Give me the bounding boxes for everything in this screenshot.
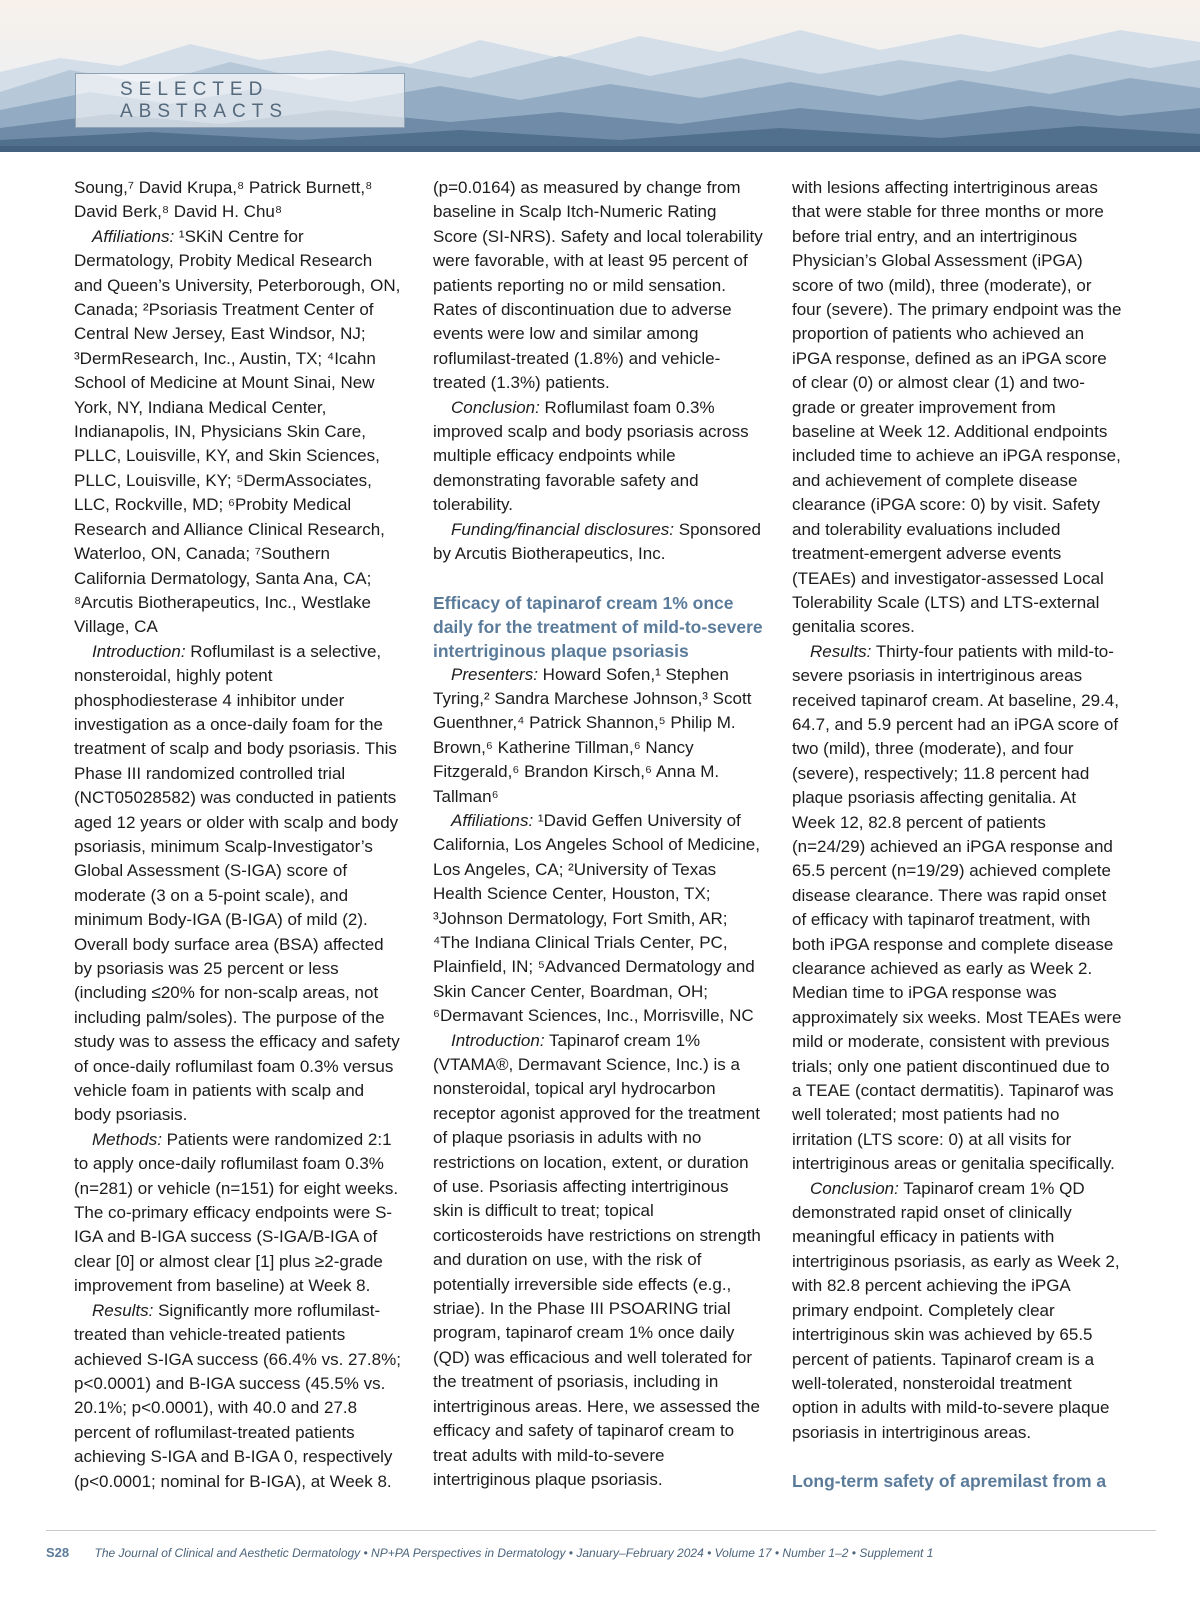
journal-name: The Journal of Clinical and Aesthetic Dermatology xyxy=(94,1546,361,1560)
affiliations-paragraph: Affiliations: ¹SKiN Centre for Dermatology, Probity Medical Research and Queen’s University, Peterborough, ON, Canada; ²Psoriasis Treatment Center of Central New Jersey, East Windsor, NJ; ³DermResearch, Inc., Austin, TX; ⁴Icahn School of Medicine at Mount Sinai, New York, NY, Indiana Medical Center, Indianapolis, IN, Physicians Skin Care, PLLC, Louisville, KY, and Skin Sciences, PLLC, Louisville, KY; ⁵DermAssociates, LLC, Rockville, MD; ⁶Probity Medical Research and Alliance Clinical Research, Waterloo, ON, Canada; ⁷Southern California Dermatology, Santa Ana, CA; ⁸Arcutis Biotherapeutics, Inc., Westlake Village, CA xyxy=(74,226,401,637)
results-paragraph: Results: Thirty-four patients with mild-to-severe psoriasis in intertriginous areas received tapinarof cream. At baseline, 29.4, 64.7, and 5.9 percent had an iPGA score of two (mild), three (moderate), and four (severe), respectively; 11.8 percent had plaque psoriasis affecting genitalia. At Week 12, 82.8 percent of patients (n=24/29) achieved an iPGA response and 65.5 percent (n=19/29) achieved complete disease clearance. There was rapid onset of efficacy with tapinarof treatment, with both iPGA response and complete disease clearance achieved as early as Week 2. Median time to iPGA response was approximately six weeks. Most TEAEs were mild or moderate, consistent with previous trials; only one patient discontinued due to a TEAE (contact dermatitis). Tapinarof was well tolerated; most patients had no irritation (LTS score: 0) at all visits for intertriginous areas or genitalia specifically. xyxy=(792,641,1122,1174)
header-banner xyxy=(0,0,1200,152)
presenters-continued: Soung,⁷ David Krupa,⁸ Patrick Burnett,⁸ David Berk,⁸ David H. Chu⁸ xyxy=(74,178,373,222)
results-continued: (p=0.0164) as measured by change from baseline in Scalp Itch-Numeric Rating Score (SI-NRS). Safety and local tolerability were favorable, with at least 95 percent of patients reporting no or mild sensation. Rates of discontinuation due to adverse events were low and similar among roflumilast-treated (1.8%) and vehicle-treated (1.3%) patients. xyxy=(433,178,763,393)
spacer xyxy=(792,1445,1122,1469)
page-footer xyxy=(46,1530,1156,1560)
abstract-title-apremilast: Long-term safety of apremilast from a xyxy=(792,1471,1107,1491)
introduction-paragraph: Introduction: Roflumilast is a selective, nonsteroidal, highly potent phosphodiesterase 4 inhibitor under investigation as a once-daily foam for the treatment of scalp and body psoriasis. This Phase III randomized controlled trial (NCT05028582) was conducted in patients aged 12 years or older with scalp and body psoriasis, minimum Scalp-Investigator’s Global Assessment (S-IGA) score of moderate (3 on a 5-point scale), and minimum Body-IGA (B-IGA) of mild (2). Overall body surface area (BSA) affected by psoriasis was 25 percent or less (including ≤20% for non-scalp areas, not including palm/soles). The purpose of the study was to assess the efficacy and safety of once-daily roflumilast foam 0.3% versus vehicle foam in patients with scalp and body psoriasis. xyxy=(74,641,400,1125)
footer-separator: • xyxy=(565,1546,577,1560)
column-1 xyxy=(74,176,404,1491)
results-paragraph: Results: Significantly more roflumilast-treated than vehicle-treated patients achieved S-IGA success (66.4% vs. 27.8%; p<0.0001) and B-IGA success (45.5% vs. 20.1%; p<0.0001), with 40.0 and 27.8 percent of roflumilast-treated patients achieving S-IGA and B-IGA 0, respectively (p<0.0001; nominal for B-IGA), at Week 8. xyxy=(74,1300,401,1491)
methods-continued: with lesions affecting intertriginous areas that were stable for three months or more before trial entry, and an intertriginous Physician’s Global Assessment (iPGA) score of two (mild), three (moderate), or four (severe). The primary endpoint was the proportion of patients who achieved an iPGA response, defined as an iPGA score of clear (0) or almost clear (1) and two-grade or greater improvement from baseline at Week 12. Additional endpoints included time to achieve an iPGA response, and achievement of complete disease clearance (iPGA score: 0) by visit. Safety and tolerability evaluations included treatment-emergent adverse events (TEAEs) and investigator-assessed Local Tolerability Scale (LTS) and LTS-external genitalia scores. xyxy=(792,178,1122,637)
introduction-paragraph: Introduction: Tapinarof cream 1% (VTAMA®, Dermavant Science, Inc.) is a nonsteroidal, topical aryl hydrocarbon receptor agonist approved for the treatment of plaque psoriasis in adults with no restrictions on location, extent, or duration of use. Psoriasis affecting intertriginous skin is difficult to treat; topical corticosteroids have restrictions on strength and duration on use, with the risk of potentially irreversible side effects (e.g., striae). In the Phase III PSOARING trial program, tapinarof cream 1% once daily (QD) was efficacious and well tolerated for the treatment of psoriasis, including in intertriginous areas. Here, we assessed the efficacy and safety of tapinarof cream to treat adults with mild-to-severe intertriginous plaque psoriasis. xyxy=(433,1030,761,1489)
footer-separator: • xyxy=(360,1546,372,1560)
section-label: SELECTED ABSTRACTS xyxy=(75,73,405,128)
column-2 xyxy=(433,176,763,1491)
spacer xyxy=(433,567,763,591)
methods-paragraph: Methods: Patients were randomized 2:1 to apply once-daily roflumilast foam 0.3% (n=281) or vehicle (n=151) for eight weeks. The co-primary efficacy endpoints were S-IGA and B-IGA success (S-IGA/B-IGA of clear [0] or almost clear [1] plus ≥2-grade improvement from baseline) at Week 8. xyxy=(74,1129,399,1296)
page-number: S28 xyxy=(46,1545,70,1560)
perspectives-name: NP+PA Perspectives in Dermatology xyxy=(371,1546,566,1560)
abstract-title-tapinarof: Efficacy of tapinarof cream 1% once daily for the treatment of mild-to-severe intertriginous plaque psoriasis xyxy=(433,592,763,661)
affiliations-paragraph: Affiliations: ¹David Geffen University of California, Los Angeles School of Medicine, Los Angeles, CA; ²University of Texas Health Science Center, Houston, TX; ³Johnson Dermatology, Fort Smith, AR; ⁴The Indiana Clinical Trials Center, PC, Plainfield, IN; ⁵Advanced Dermatology and Skin Cancer Center, Boardman, OH; ⁶Dermavant Sciences, Inc., Morrisville, NC xyxy=(433,810,760,1026)
column-3 xyxy=(792,176,1122,1491)
article-body xyxy=(74,176,1130,1491)
footer-row xyxy=(46,1545,1156,1560)
conclusion-paragraph: Conclusion: Tapinarof cream 1% QD demonstrated rapid onset of clinically meaningful efficacy in patients with intertriginous psoriasis, as early as Week 2, with 82.8 percent achieving the iPGA primary endpoint. Completely clear intertriginous skin was achieved by 65.5 percent of patients. Tapinarof cream is a well-tolerated, nonsteroidal treatment option in adults with mild-to-severe plaque psoriasis in intertriginous areas. xyxy=(792,1178,1120,1442)
conclusion-paragraph: Conclusion: Roflumilast foam 0.3% improved scalp and body psoriasis across multiple efficacy endpoints while demonstrating favorable safety and tolerability. xyxy=(433,397,749,515)
issue-info: January–February 2024 • Volume 17 • Number 1–2 • Supplement 1 xyxy=(576,1546,934,1560)
funding-paragraph: Funding/financial disclosures: Sponsored by Arcutis Biotherapeutics, Inc. xyxy=(433,519,761,564)
presenters-paragraph: Presenters: Howard Sofen,¹ Stephen Tyring,² Sandra Marchese Johnson,³ Scott Guenthner,⁴ Patrick Shannon,⁵ Philip M. Brown,⁶ Katherine Tillman,⁶ Nancy Fitzgerald,⁶ Brandon Kirsch,⁶ Anna M. Tallman⁶ xyxy=(433,664,752,806)
